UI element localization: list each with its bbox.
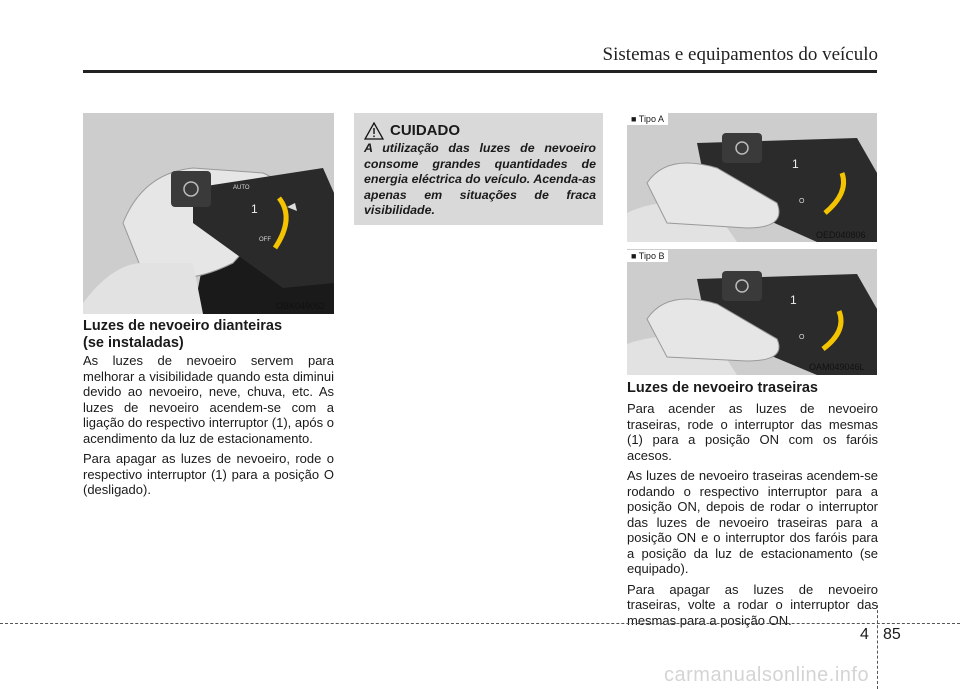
switch-marker-o: O: [799, 334, 805, 341]
switch-marker-1: 1: [790, 293, 797, 307]
chapter-number: 4: [860, 626, 869, 643]
front-fog-paragraph: As luzes de nevoeiro servem para melhorar a visibilidade quando esta diminui devido ao nevoeiro, neve, chuva, etc. As luzes de nevoeiro acendem-se com a ligação do respectivo interruptor (1), após o acendimento da luz de estacionamento.: [83, 353, 334, 446]
front-fog-switch-photo: [83, 113, 334, 314]
warning-triangle-icon: [364, 122, 384, 140]
switch-marker-1: 1: [251, 202, 258, 216]
watermark: carmanualsonline.info: [664, 664, 870, 686]
caution-box: [354, 113, 603, 225]
tipo-b-label: ■ Tipo B: [627, 250, 668, 262]
off-position-label: OFF: [259, 237, 271, 243]
footer-divider: [0, 623, 960, 624]
front-fog-heading: [83, 318, 334, 352]
section-title: Sistemas e equipamentos do veículo: [602, 44, 878, 65]
rear-fog-switch-illustration-a: [627, 113, 877, 242]
image-code-front: OBK049052: [276, 301, 326, 311]
front-fog-switch-illustration: [83, 113, 334, 314]
rear-fog-switch-photo-a: [627, 113, 877, 242]
caution-title: CUIDADO: [390, 122, 460, 139]
footer-page-separator: [877, 605, 878, 689]
tipo-a-label: ■ Tipo A: [627, 113, 668, 125]
rear-fog-paragraph: As luzes de nevoeiro traseiras acendem-se rodando o respectivo interruptor para a posição ON, depois de rodar o interruptor das luzes de nevoeiro traseiras para a posição ON e o interruptor dos faróis para a posição da luz de estacionamento (se equipado).: [627, 468, 878, 576]
image-code-tipo-a: OED040806: [816, 230, 866, 240]
front-fog-body: [83, 353, 334, 503]
rear-fog-heading: Luzes de nevoeiro traseiras: [627, 380, 818, 396]
rear-fog-paragraph: Para acender as luzes de nevoeiro traseiras, rode o interruptor das mesmas (1) para a posição ON com os faróis acesos.: [627, 401, 878, 463]
rear-fog-switch-photo-b: [627, 249, 877, 375]
front-fog-heading-line1: Luzes de nevoeiro dianteiras: [83, 318, 283, 334]
image-code-tipo-b: OAM049046L: [809, 362, 865, 372]
rear-fog-body: [627, 401, 878, 633]
rear-fog-paragraph: Para apagar as luzes de nevoeiro traseiras, volte a rodar o interruptor das mesmas para a posição ON.: [627, 581, 878, 628]
front-fog-heading-line2: (se instaladas): [83, 335, 184, 351]
switch-marker-o: O: [799, 198, 805, 205]
switch-marker-1: 1: [792, 157, 799, 171]
page-number: 85: [883, 626, 901, 643]
caution-text: A utilização das luzes de nevoeiro consome grandes quantidades de energia eléctrica do veículo. Acenda-as apenas em situações de fraca visibilidade.: [364, 141, 596, 217]
front-fog-paragraph: Para apagar as luzes de nevoeiro, rode o respectivo interruptor (1) para a posição O (desligado).: [83, 451, 334, 497]
header-divider: [83, 70, 877, 73]
rear-fog-switch-illustration-b: [627, 249, 877, 375]
auto-position-label: AUTO: [233, 185, 250, 191]
